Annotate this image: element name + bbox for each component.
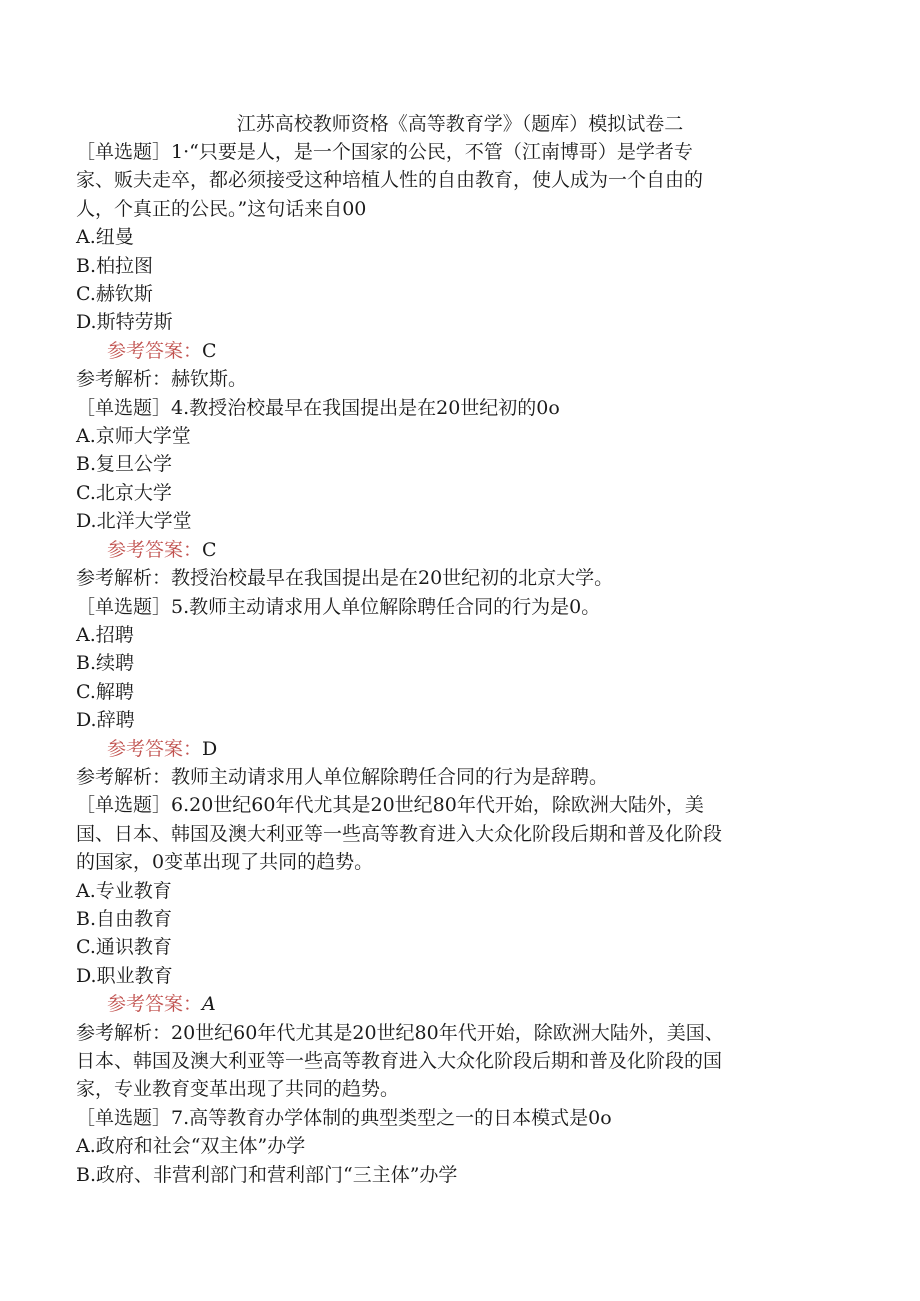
answer-label: 参考答案： [107,993,203,1016]
option-b: B.自由教育 [76,907,173,930]
option-d: D.斯特劳斯 [76,311,173,334]
question-block [76,791,846,1103]
question-block [76,1104,846,1189]
answer-value: D [202,737,218,760]
question-text-line: 人，个真正的公民。”这句话来自00 [76,197,367,220]
option-b: B.政府、非营利部门和营利部门“三主体”办学 [76,1163,458,1186]
question-block [76,138,846,394]
option-c: C.解聘 [76,680,134,703]
reference-answer [76,990,846,1018]
question-text-line: 国、日本、韩国及澳大利亚等一些高等教育进入大众化阶段后期和普及化阶段 [76,822,723,845]
option-b: B.柏拉图 [76,254,154,277]
option-c: C.赫钦斯 [76,283,153,306]
answer-value: C [202,339,217,362]
question-block [76,593,846,792]
reference-answer [76,735,846,763]
option-d: D.辞聘 [76,709,135,732]
option-b: B.续聘 [76,652,135,675]
reference-answer [76,337,846,365]
question-text-line: 家、贩夫走卒，都必须接受这种培植人性的自由教育，使人成为一个自由的 [76,169,704,192]
option-a: A.纽曼 [76,226,134,249]
document-title: 江苏高校教师资格《高等教育学》（题库）模拟试卷二 [236,113,684,135]
option-c: C.北京大学 [76,481,172,504]
reference-answer [76,536,846,564]
question-text-line: ［单选题］4.教授治校最早在我国提出是在20世纪初的0o [76,396,560,419]
answer-value: A [202,993,216,1016]
option-b: B.复旦公学 [76,453,173,476]
option-a: A.专业教育 [76,879,172,902]
option-c: C.通识教育 [76,936,172,959]
question-list [76,138,846,1189]
question-block [76,394,846,593]
answer-label: 参考答案： [107,339,203,362]
question-text-line: 的国家，0变革出现了共同的趋势。 [76,851,374,874]
explanation-line: 参考解析：教师主动请求用人单位解除聘任合同的行为是辞聘。 [76,765,609,788]
question-text-line: ［单选题］5.教师主动请求用人单位解除聘任合同的行为是0。 [76,595,601,618]
explanation-line: 参考解析：20世纪60年代尤其是20世纪80年代开始，除欧洲大陆外，美国、 [76,1021,724,1044]
option-a: A.招聘 [76,623,134,646]
explanation-line: 参考解析：教授治校最早在我国提出是在20世纪初的北京大学。 [76,567,614,590]
explanation-line: 日本、韩国及澳大利亚等一些高等教育进入大众化阶段后期和普及化阶段的国 [76,1050,723,1072]
answer-label: 参考答案： [107,737,203,760]
question-text-line: ［单选题］7.高等教育办学体制的典型类型之一的日本模式是0o [76,1106,612,1129]
option-d: D.北洋大学堂 [76,510,192,533]
option-a: A.政府和社会“双主体”办学 [76,1135,306,1158]
explanation-line: 家，专业教育变革出现了共同的趋势。 [76,1078,400,1101]
option-d: D.职业教育 [76,964,173,987]
answer-label: 参考答案： [107,538,203,561]
question-text-line: ［单选题］6.20世纪60年代尤其是20世纪80年代开始，除欧洲大陆外，美 [76,794,704,817]
option-a: A.京师大学堂 [76,425,191,448]
question-text-line: ［单选题］1·“只要是人，是一个国家的公民，不管（江南博哥）是学者专 [76,141,693,163]
explanation-line: 参考解析：赫钦斯。 [76,368,248,391]
answer-value: C [202,538,217,561]
